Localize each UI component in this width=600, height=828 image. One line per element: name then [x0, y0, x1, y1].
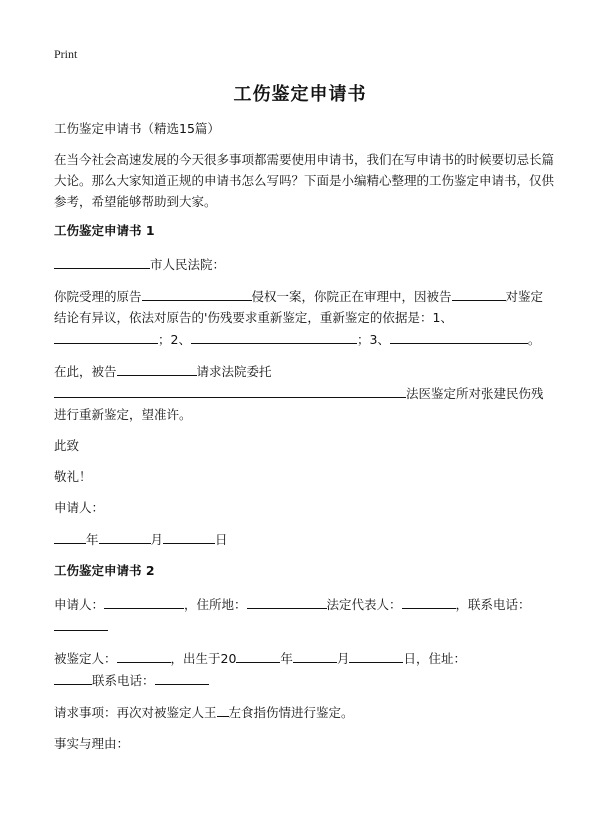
applicant-label: 申请人：	[54, 500, 105, 515]
day-label: 日	[215, 532, 228, 547]
facts-label: 事实与理由：	[54, 736, 130, 751]
appraisee-text: 被鉴定人：	[54, 651, 117, 666]
blank-field	[163, 528, 215, 544]
case-text-f: 。	[527, 332, 541, 347]
blank-field	[54, 328, 158, 344]
print-label[interactable]: Print	[54, 47, 78, 61]
request-text-b: 请求法院委托	[196, 364, 272, 379]
blank-field	[142, 285, 252, 301]
section-1-heading: 工伤鉴定申请书 1	[54, 223, 155, 238]
blank-field	[155, 669, 209, 685]
appraisee-phone-text: 联系电话：	[92, 673, 155, 688]
applicant-text: 申请人：	[54, 597, 105, 612]
page-title: 工伤鉴定申请书	[233, 84, 367, 105]
blank-field	[104, 593, 184, 609]
case-text-d: ；2、	[158, 332, 191, 347]
case-paragraph	[54, 285, 554, 350]
court-line	[54, 253, 554, 275]
blank-field	[390, 328, 528, 344]
born-text: ，出生于20	[170, 651, 237, 666]
blank-field	[402, 593, 456, 609]
month-label: 月	[150, 532, 164, 547]
phone-text: ，联系电话：	[455, 597, 531, 612]
cizhi-text: 此致	[54, 438, 80, 453]
blank-field	[217, 701, 229, 717]
date-line	[54, 528, 554, 550]
case-text-a: 你院受理的原告	[54, 289, 142, 304]
blank-field	[54, 528, 86, 544]
request-items	[54, 701, 554, 723]
year-label: 年	[280, 651, 293, 666]
intro-paragraph: 在当今社会高速发展的今天很多事项都需要使用申请书，我们在写申请书的时候要切忌长篇大论。那么大家知道正规的申请书怎么写吗？下面是小编精心整理的工伤鉴定申请书，仅供参考，希望能够帮助到大家。	[54, 152, 555, 209]
blank-field	[99, 528, 151, 544]
blank-field	[293, 647, 337, 663]
blank-field	[54, 615, 108, 631]
applicant-info	[54, 593, 554, 637]
case-text-b: 侵权一案，你院正在审理中，因被告	[251, 289, 452, 304]
blank-field	[54, 382, 406, 398]
address-text: ，住所地：	[184, 597, 247, 612]
request-items-text-b: 左食指伤情进行鉴定。	[228, 705, 354, 720]
section-2-heading: 工伤鉴定申请书 2	[54, 563, 155, 578]
request-items-text-a: 请求事项：再次对被鉴定人王	[54, 705, 217, 720]
blank-field	[349, 647, 403, 663]
document-body	[54, 118, 554, 764]
blank-field	[54, 253, 150, 269]
blank-field	[236, 647, 280, 663]
court-text: 市人民法院：	[150, 257, 226, 272]
day-address-text: 日，住址：	[403, 651, 466, 666]
blank-field	[247, 593, 327, 609]
blank-field	[117, 647, 171, 663]
blank-field	[54, 669, 92, 685]
request-paragraph	[54, 360, 554, 425]
blank-field	[452, 285, 506, 301]
case-text-e: ；3、	[356, 332, 390, 347]
year-label: 年	[86, 532, 99, 547]
document-subtitle: 工伤鉴定申请书（精选15篇）	[54, 121, 220, 136]
month-label: 月	[336, 651, 350, 666]
blank-field	[191, 328, 357, 344]
request-text-a: 在此，被告	[54, 364, 117, 379]
appraisee-info	[54, 647, 554, 691]
legal-rep-text: 法定代表人：	[326, 597, 402, 612]
jingli-text: 敬礼！	[54, 469, 92, 484]
case-text-c: 对鉴定结论有异议，依法对原告的'伤残要求重新鉴定，重新鉴定的依据是：1、	[54, 289, 544, 325]
request-text-c: 法医鉴定所对张建民伤残进行重新鉴定，望准许。	[54, 386, 544, 422]
blank-field	[117, 360, 197, 376]
